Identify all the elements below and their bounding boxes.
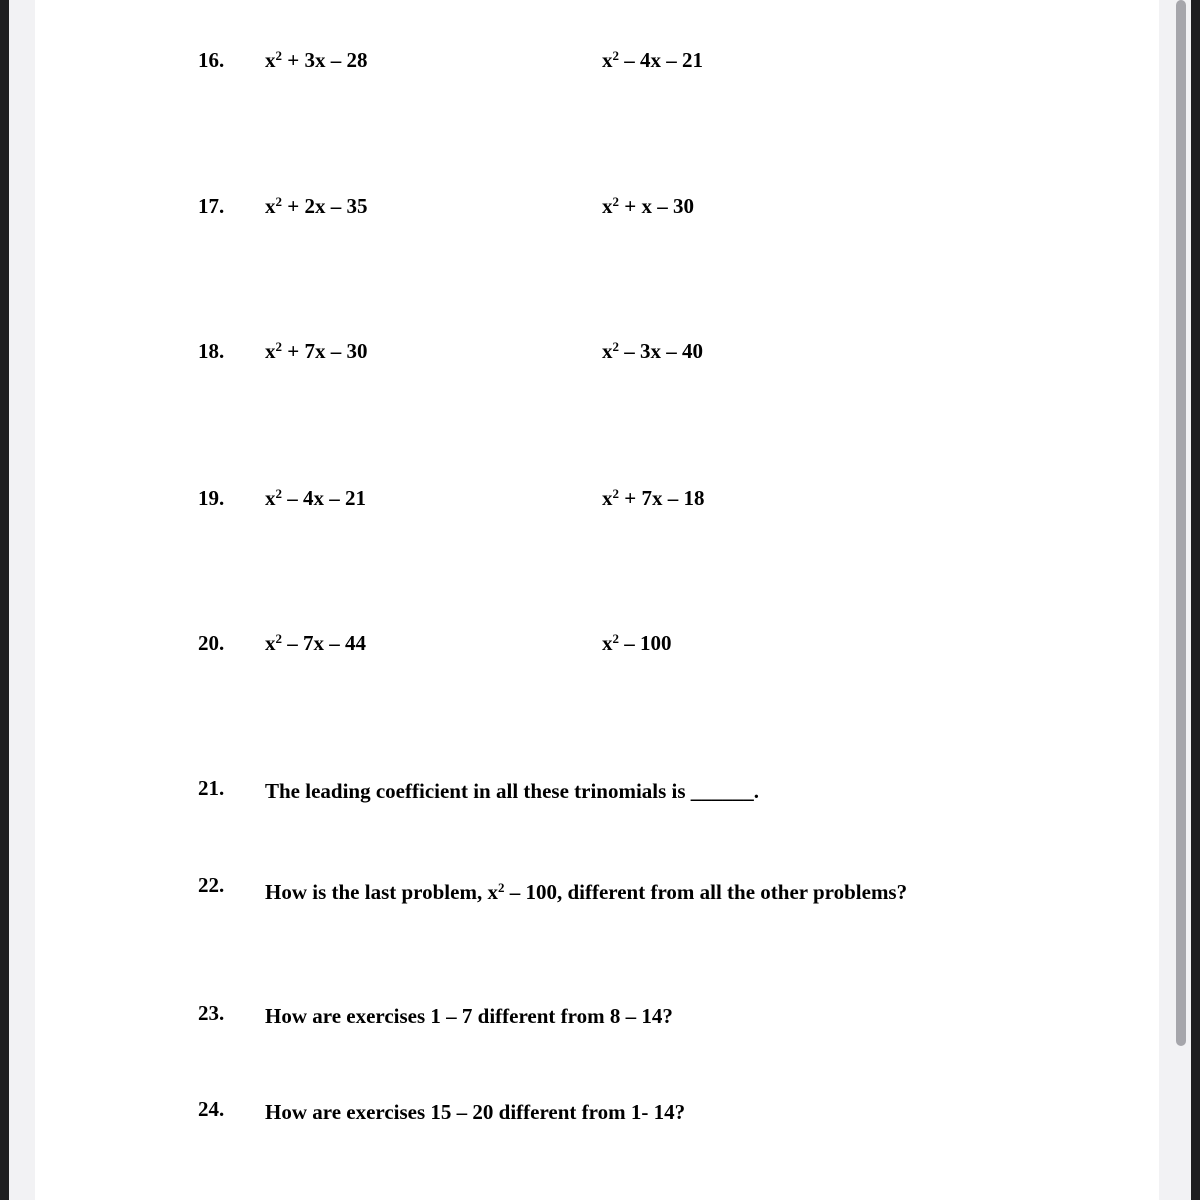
expression-left	[265, 339, 367, 364]
expression-exponent: 2	[612, 486, 619, 501]
expression-right	[602, 631, 672, 656]
expression-terms: + 3x – 28	[282, 48, 368, 72]
expression-base: x	[265, 48, 276, 72]
expression-exponent: 2	[275, 486, 282, 501]
question-text-after-exponent: – 100, different from all the other problems?	[504, 880, 908, 904]
expression-terms: – 4x – 21	[619, 48, 703, 72]
question-text: How are exercises 1 – 7 different from 8 – 14?	[265, 1004, 673, 1028]
expression-base: x	[602, 194, 613, 218]
expression-exponent: 2	[612, 631, 619, 646]
expression-base: x	[602, 631, 613, 655]
expression-exponent: 2	[275, 339, 282, 354]
expression-left	[265, 48, 367, 73]
screen-edge-left	[0, 0, 9, 1200]
expression-exponent: 2	[612, 48, 619, 63]
question-text	[265, 873, 953, 907]
expression-terms: + x – 30	[619, 194, 694, 218]
expression-terms: – 4x – 21	[282, 486, 366, 510]
expression-left	[265, 486, 366, 511]
expression-terms: – 3x – 40	[619, 339, 703, 363]
problem-number: 24.	[198, 1097, 225, 1121]
expression-base: x	[265, 486, 276, 510]
problem-number: 16.	[198, 48, 225, 72]
page-gutter-right	[1159, 0, 1191, 1200]
expression-base: x	[265, 631, 276, 655]
expression-base: x	[602, 339, 613, 363]
question-text: How are exercises 15 – 20 different from 1- 14?	[265, 1100, 686, 1124]
page-gutter-left	[9, 0, 35, 1200]
question-text: The leading coefficient in all these trinomials is ______.	[265, 779, 760, 803]
expression-exponent: 2	[275, 48, 282, 63]
problem-number: 23.	[198, 1001, 225, 1025]
expression-exponent: 2	[612, 339, 619, 354]
screen-edge-right	[1191, 0, 1200, 1200]
expression-right	[602, 339, 703, 364]
expression-terms: + 7x – 18	[619, 486, 705, 510]
expression-exponent: 2	[275, 631, 282, 646]
problem-number: 20.	[198, 631, 225, 655]
expression-base: x	[265, 339, 276, 363]
problem-number: 21.	[198, 776, 225, 800]
expression-exponent: 2	[275, 194, 282, 209]
expression-terms: + 7x – 30	[282, 339, 368, 363]
expression-exponent: 2	[497, 880, 505, 895]
question-text-before-exponent: How is the last problem, x	[265, 880, 498, 904]
problem-number: 18.	[198, 339, 225, 363]
expression-left	[265, 194, 367, 219]
expression-terms: – 7x – 44	[282, 631, 366, 655]
expression-left	[265, 631, 366, 656]
expression-right	[602, 194, 694, 219]
problem-number: 17.	[198, 194, 225, 218]
expression-base: x	[602, 48, 613, 72]
problem-number: 22.	[198, 873, 225, 897]
expression-exponent: 2	[612, 194, 619, 209]
expression-base: x	[602, 486, 613, 510]
expression-right	[602, 48, 703, 73]
expression-base: x	[265, 194, 276, 218]
expression-right	[602, 486, 704, 511]
expression-terms: + 2x – 35	[282, 194, 368, 218]
expression-terms: – 100	[619, 631, 672, 655]
problem-number: 19.	[198, 486, 225, 510]
scrollbar-thumb[interactable]	[1176, 0, 1186, 1046]
